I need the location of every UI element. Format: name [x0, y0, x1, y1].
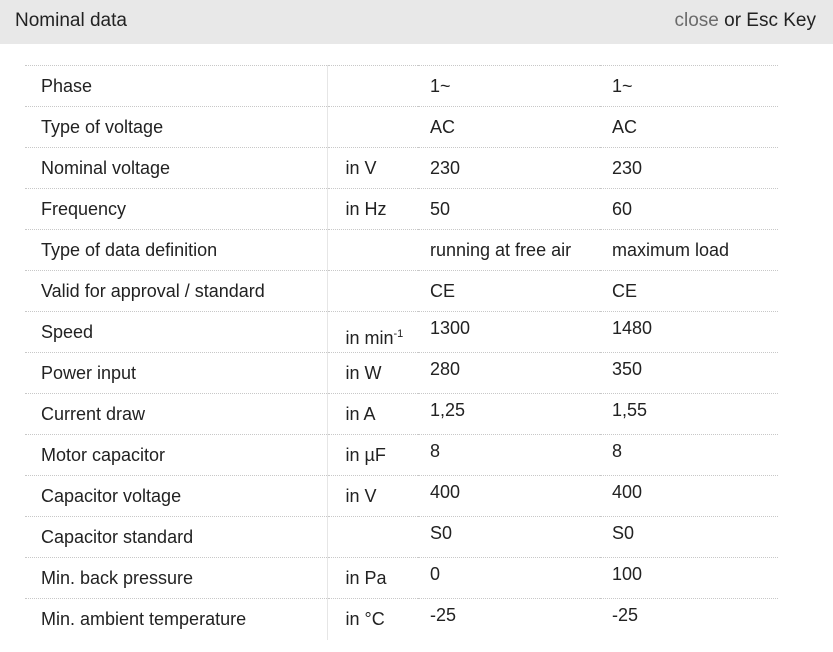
table-row — [25, 66, 778, 107]
row-unit: in V — [327, 148, 418, 189]
table-row — [25, 394, 778, 435]
table-row — [25, 312, 778, 353]
table-row — [25, 435, 778, 476]
unit-exponent: -1 — [393, 327, 404, 340]
value-text: 8 — [612, 440, 623, 461]
row-unit: in °C — [327, 599, 418, 640]
unit-with-exponent — [346, 328, 404, 348]
row-label: Nominal voltage — [25, 148, 327, 189]
row-label: Frequency — [25, 189, 327, 230]
row-value-2: 60 — [600, 189, 778, 230]
dialog-title: Nominal data — [15, 10, 127, 31]
value-text: -25 — [612, 604, 639, 625]
row-label: Min. back pressure — [25, 558, 327, 599]
row-label: Motor capacitor — [25, 435, 327, 476]
row-value-1 — [418, 599, 600, 640]
value-text: S0 — [430, 522, 453, 543]
row-value-2 — [600, 558, 778, 599]
row-value-1 — [418, 435, 600, 476]
table-row — [25, 107, 778, 148]
value-text: 400 — [612, 481, 643, 502]
row-label: Current draw — [25, 394, 327, 435]
row-value-2: 1~ — [600, 66, 778, 107]
row-unit: in A — [327, 394, 418, 435]
row-unit — [327, 271, 418, 312]
value-text: S0 — [612, 522, 635, 543]
row-unit: in Hz — [327, 189, 418, 230]
value-text: 1300 — [430, 317, 471, 338]
row-value-1: 50 — [418, 189, 600, 230]
row-value-2 — [600, 476, 778, 517]
esc-key-hint: or Esc Key — [718, 10, 816, 31]
table-row — [25, 599, 778, 640]
table-row — [25, 271, 778, 312]
nominal-data-table — [25, 65, 778, 640]
row-label: Phase — [25, 66, 327, 107]
row-label: Speed — [25, 312, 327, 353]
value-text: 1,25 — [430, 399, 466, 420]
row-value-1: running at free air — [418, 230, 600, 271]
row-unit: in Pa — [327, 558, 418, 599]
row-value-1 — [418, 312, 600, 353]
close-link[interactable]: close — [674, 10, 719, 31]
row-value-2 — [600, 599, 778, 640]
row-value-1 — [418, 558, 600, 599]
row-label: Min. ambient temperature — [25, 599, 327, 640]
value-text: 100 — [612, 563, 643, 584]
row-value-2: 230 — [600, 148, 778, 189]
row-value-2 — [600, 517, 778, 558]
row-value-2: CE — [600, 271, 778, 312]
row-unit — [327, 107, 418, 148]
table-row — [25, 189, 778, 230]
table-row — [25, 230, 778, 271]
row-label: Power input — [25, 353, 327, 394]
value-text: 0 — [430, 563, 441, 584]
value-text: -25 — [430, 604, 457, 625]
table-row — [25, 558, 778, 599]
dialog-header — [0, 0, 833, 44]
row-value-1: AC — [418, 107, 600, 148]
value-text: 1480 — [612, 317, 653, 338]
row-value-1 — [418, 476, 600, 517]
row-label: Valid for approval / standard — [25, 271, 327, 312]
row-unit: in V — [327, 476, 418, 517]
row-value-2: maximum load — [600, 230, 778, 271]
table-row — [25, 148, 778, 189]
row-unit — [327, 312, 418, 353]
row-label: Capacitor voltage — [25, 476, 327, 517]
row-unit — [327, 66, 418, 107]
row-unit — [327, 517, 418, 558]
row-unit: in W — [327, 353, 418, 394]
row-value-1: CE — [418, 271, 600, 312]
row-value-1: 230 — [418, 148, 600, 189]
value-text: 1,55 — [612, 399, 648, 420]
table-row — [25, 517, 778, 558]
row-value-1: 1~ — [418, 66, 600, 107]
row-value-1 — [418, 517, 600, 558]
row-value-2 — [600, 435, 778, 476]
row-value-2 — [600, 353, 778, 394]
table-row — [25, 476, 778, 517]
value-text: 8 — [430, 440, 441, 461]
unit-base: in min — [345, 327, 394, 348]
row-value-2 — [600, 312, 778, 353]
close-hint — [674, 10, 816, 32]
value-text: 400 — [430, 481, 461, 502]
row-label: Type of voltage — [25, 107, 327, 148]
value-text: 280 — [430, 358, 461, 379]
row-unit — [327, 230, 418, 271]
row-value-1 — [418, 394, 600, 435]
row-value-1 — [418, 353, 600, 394]
row-label: Type of data definition — [25, 230, 327, 271]
row-value-2: AC — [600, 107, 778, 148]
row-value-2 — [600, 394, 778, 435]
row-unit: in µF — [327, 435, 418, 476]
value-text: 350 — [612, 358, 643, 379]
table-row — [25, 353, 778, 394]
row-label: Capacitor standard — [25, 517, 327, 558]
